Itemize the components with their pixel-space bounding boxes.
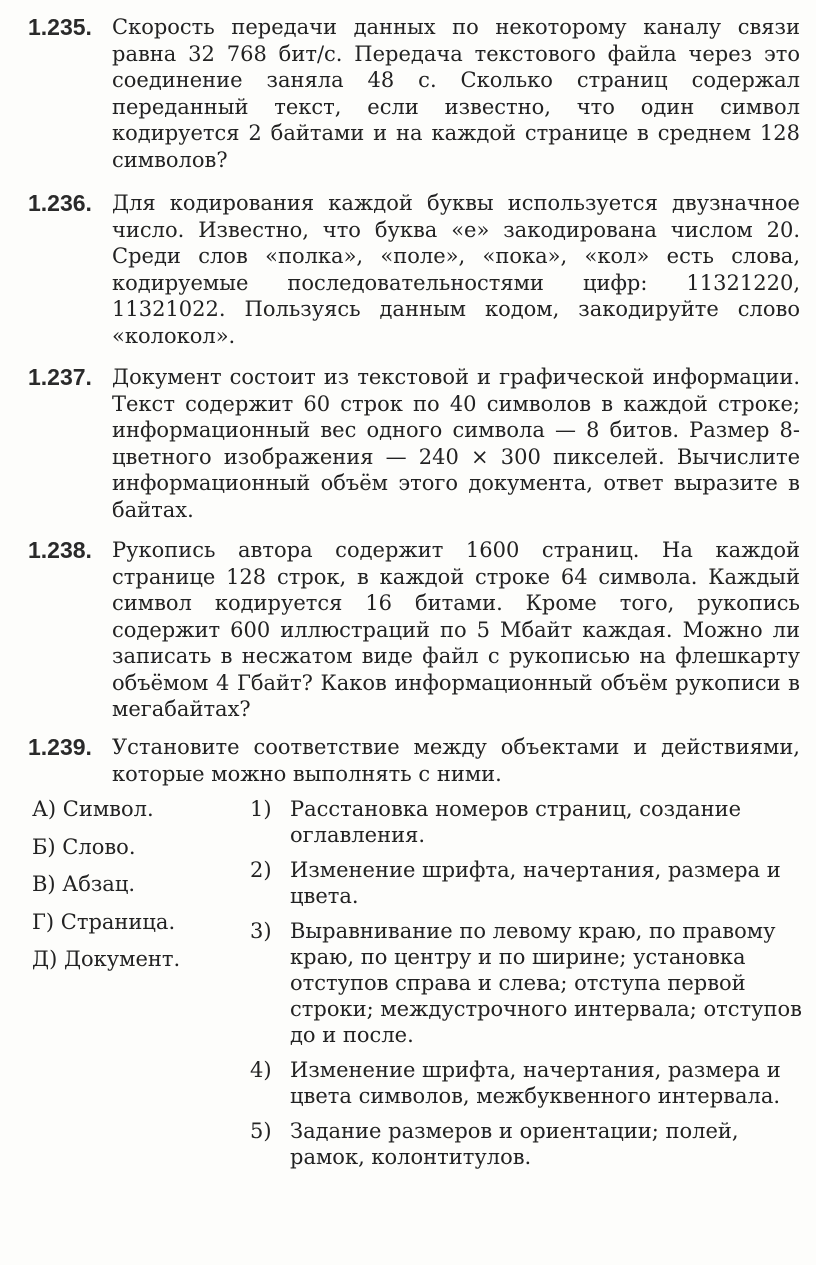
action-text: Изменение шрифта, начертания, размера и цвета символов, межбуквенного интервала. — [290, 1058, 781, 1108]
action-number: 2) — [250, 858, 272, 882]
problem-number: 1.239. — [28, 734, 92, 760]
action-number: 5) — [250, 1119, 272, 1143]
problem-number: 1.238. — [28, 537, 92, 563]
object-item: Г) Страница. — [32, 909, 176, 934]
action-item — [250, 796, 806, 848]
action-item — [250, 857, 806, 909]
problem-number: 1.237. — [28, 364, 92, 390]
problem-number: 1.236. — [28, 190, 92, 216]
actions-list — [250, 796, 806, 1179]
problem-number: 1.235. — [28, 14, 92, 40]
objects-list — [32, 796, 242, 984]
object-item: А) Символ. — [32, 797, 154, 821]
action-item — [250, 918, 806, 1048]
problem-text: Установите соответствие между объектами и действиями, которые можно выполнять с ними. — [112, 735, 800, 786]
problem-text: Документ состоит из текстовой и графической информации. Текст содержит 60 строк по 40 символов в каждой строке; информационный вес одного символа — 8 битов. Размер 8-цветного изображения — 240 × 300 пикселей. Вычислите информационный объём этого документа, ответ выразите в байтах. — [112, 365, 800, 522]
problem-1-236 — [28, 190, 800, 349]
problem-1-235 — [28, 14, 800, 173]
action-text: Расстановка номеров страниц, создание оглавления. — [290, 797, 741, 847]
action-item — [250, 1057, 806, 1109]
action-text: Задание размеров и ориентации; полей, рамок, колонтитулов. — [290, 1119, 739, 1169]
action-text: Изменение шрифта, начертания, размера и цвета. — [290, 858, 781, 908]
problem-1-237 — [28, 364, 800, 523]
object-item: Д) Документ. — [32, 947, 181, 971]
action-number: 4) — [250, 1058, 272, 1082]
action-item — [250, 1118, 806, 1170]
problem-text: Скорость передачи данных по некоторому каналу связи равна 32 768 бит/с. Передача текстового файла через это соединение заняла 48 с. Сколько страниц содержал переданный текст, если известно, что один символ кодируется 2 байтами и на каждой странице в среднем 128 символов? — [112, 15, 800, 172]
action-number: 3) — [250, 919, 272, 943]
problem-text: Для кодирования каждой буквы используется двузначное число. Известно, что буква «е» закодирована числом 20. Среди слов «полка», «поле», «пока», «кол» есть слова, кодируемые последовательностями цифр: 11321220, 11321022. Пользуясь данным кодом, закодируйте слово «колокол». — [112, 191, 800, 348]
action-number: 1) — [250, 797, 272, 821]
object-item: В) Абзац. — [32, 872, 136, 896]
problem-1-239 — [28, 734, 800, 787]
problem-1-238 — [28, 537, 800, 723]
problem-text: Рукопись автора содержит 1600 страниц. На каждой странице 128 строк, в каждой строке 64 символа. Каждый символ кодируется 16 битами. Кроме того, рукопись содержит 600 иллюстраций по 5 Мбайт каждая. Можно ли записать в несжатом виде файл с рукописью на флешкарту объёмом 4 Гбайт? Каков информационный объём рукописи в мегабайтах? — [112, 538, 800, 721]
object-item: Б) Слово. — [32, 834, 136, 859]
action-text: Выравнивание по левому краю, по правому краю, по центру и по ширине; установка отступов справа и слева; отступа первой строки; междустрочного интервала; отступов до и после. — [290, 919, 802, 1047]
